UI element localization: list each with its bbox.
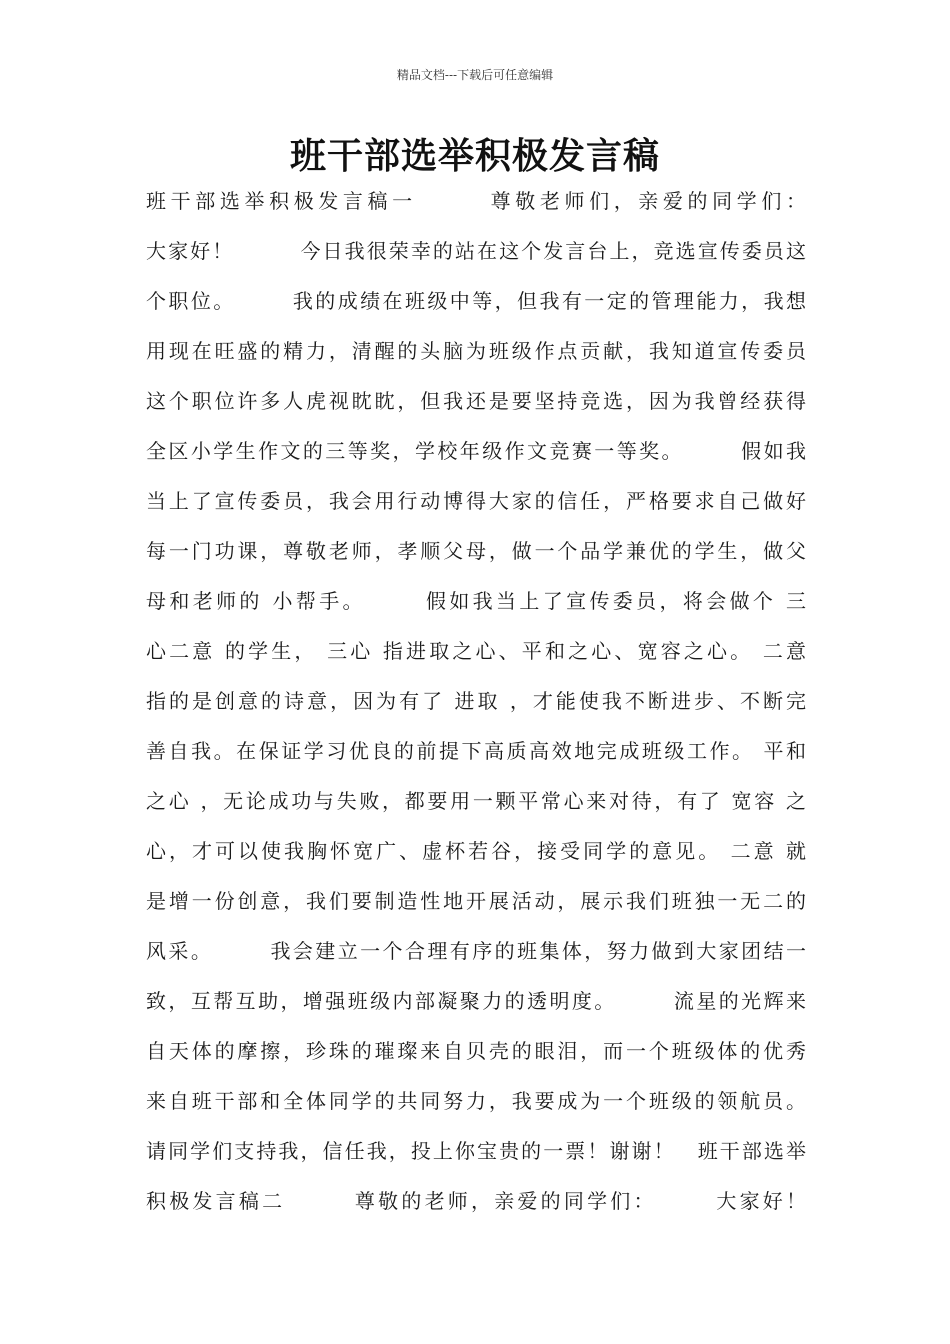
text-line: 请同学们支持我，信任我，投上你宝贵的一票！谢谢！ 班干部选举 — [146, 1139, 806, 1163]
header-note: 精品文档---下载后可任意编辑 — [396, 68, 554, 82]
text-line: 个职位。 我的成绩在班级中等，但我有一定的管理能力，我想 — [146, 289, 806, 313]
text-line: 善自我。在保证学习优良的前提下高质高效地完成班级工作。 平和 — [146, 739, 806, 763]
text-line: 母和老师的 小帮手。 假如我当上了宣传委员，将会做个 三 — [146, 589, 806, 613]
text-line: 来自班干部和全体同学的共同努力，我要成为一个班级的领航员。 — [146, 1089, 806, 1113]
text-line: 心，才可以使我胸怀宽广、虚杯若谷，接受同学的意见。 二意 就 — [146, 839, 806, 863]
text-line: 积极发言稿二 尊敬的老师，亲爱的同学们： 大家好！ — [146, 1189, 806, 1213]
text-line: 心二意 的学生， 三心 指进取之心、平和之心、宽容之心。 二意 — [146, 639, 806, 663]
text-line: 致，互帮互助，增强班级内部凝聚力的透明度。 流星的光辉来 — [146, 989, 806, 1013]
page-title: 班干部选举积极发言稿 — [289, 136, 660, 177]
text-line: 指的是创意的诗意，因为有了 进取 ，才能使我不断进步、不断完 — [146, 689, 806, 713]
text-line: 班干部选举积极发言稿一 尊敬老师们，亲爱的同学们： — [146, 189, 806, 213]
text-line: 是增一份创意，我们要制造性地开展活动，展示我们班独一无二的 — [146, 889, 806, 913]
text-line: 大家好！ 今日我很荣幸的站在这个发言台上，竞选宣传委员这 — [146, 239, 806, 263]
text-line: 当上了宣传委员，我会用行动博得大家的信任，严格要求自己做好 — [146, 489, 806, 513]
text-line: 每一门功课，尊敬老师，孝顺父母，做一个品学兼优的学生，做父 — [146, 539, 806, 563]
text-line: 自天体的摩擦，珍珠的璀璨来自贝壳的眼泪，而一个班级体的优秀 — [146, 1039, 806, 1063]
body-text — [146, 176, 806, 1226]
text-line: 用现在旺盛的精力，清醒的头脑为班级作点贡献，我知道宣传委员 — [146, 339, 806, 363]
text-line: 之心 ，无论成功与失败，都要用一颗平常心来对待，有了 宽容 之 — [146, 789, 806, 813]
text-line: 风采。 我会建立一个合理有序的班集体，努力做到大家团结一 — [146, 939, 806, 963]
text-line: 这个职位许多人虎视眈眈，但我还是要坚持竞选，因为我曾经获得 — [146, 389, 806, 413]
text-line: 全区小学生作文的三等奖，学校年级作文竞赛一等奖。 假如我 — [146, 439, 806, 463]
